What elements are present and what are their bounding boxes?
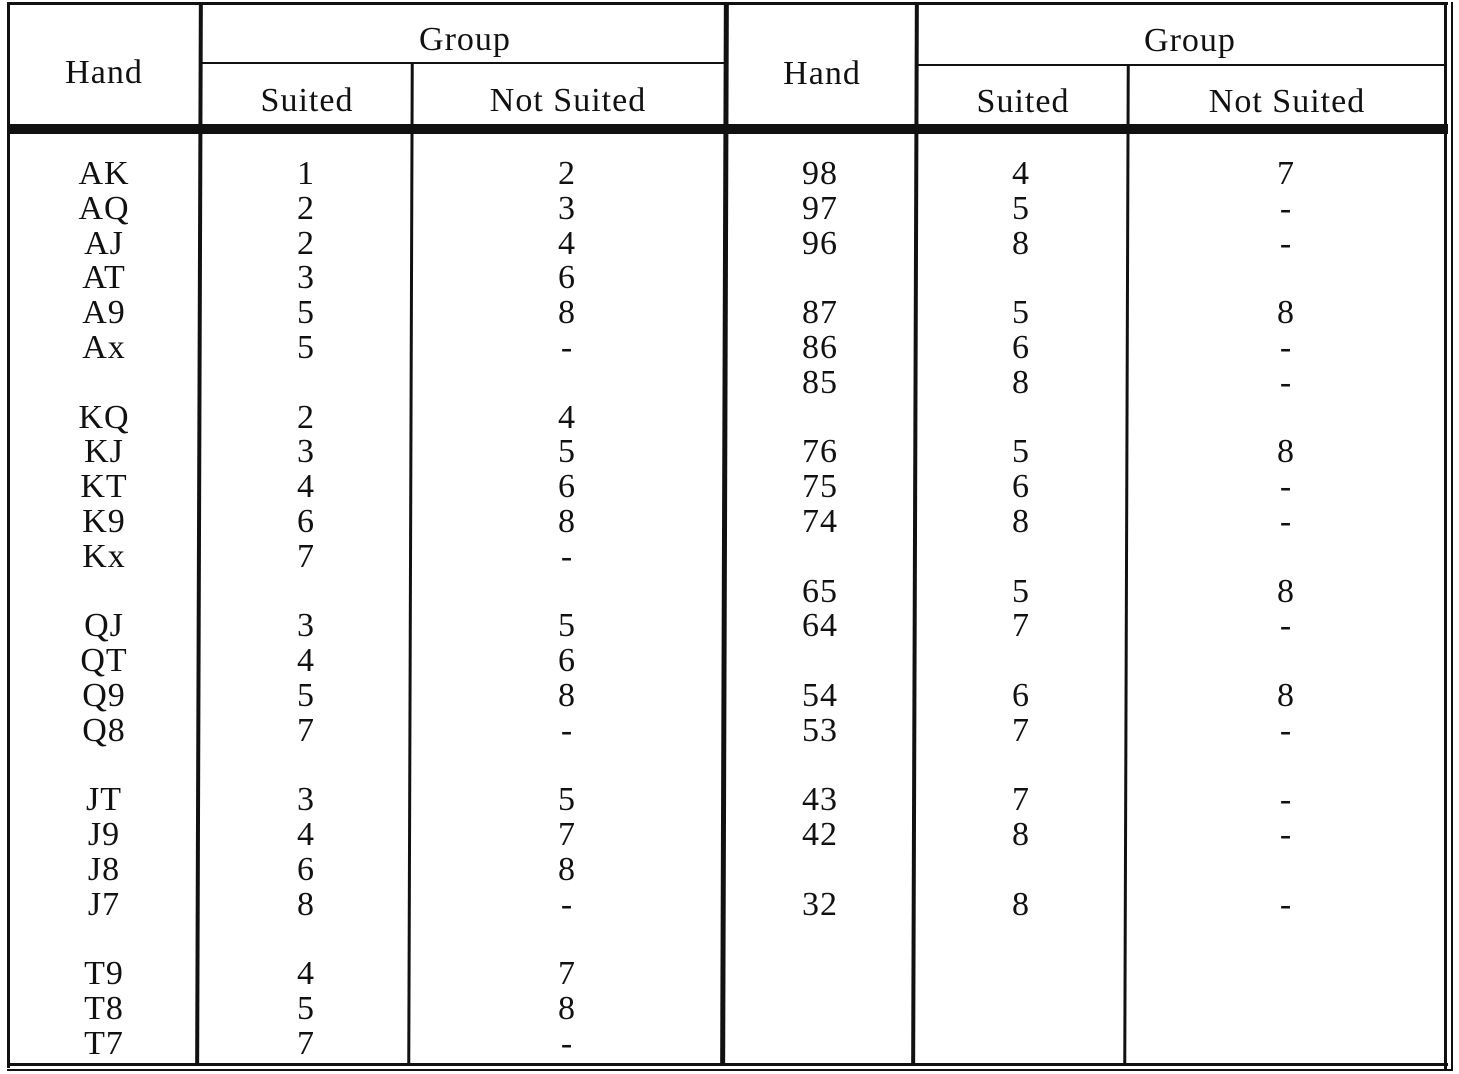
table-cell-suited: 7 (297, 537, 315, 575)
table-cell-suited: 8 (1012, 224, 1030, 262)
table-cell-not-suited: - (1279, 816, 1293, 854)
table-cell-not-suited: 4 (558, 224, 576, 262)
table-right-border (1444, 2, 1447, 1070)
table-cell-hand: 87 (802, 294, 838, 332)
table-cell-hand: Ax (82, 329, 126, 366)
hand-header-left: Hand (65, 54, 143, 91)
table-cell-suited: 7 (1012, 711, 1030, 749)
table-cell-not-suited: 8 (558, 677, 576, 714)
table-cell-not-suited: - (560, 1025, 574, 1062)
table-cell-suited: 4 (1012, 155, 1030, 192)
table-cell-not-suited: - (1279, 189, 1293, 227)
table-cell-suited: 2 (297, 189, 315, 227)
table-cell-hand: 96 (802, 224, 838, 262)
table-cell-not-suited: 8 (1277, 677, 1295, 714)
table-cell-suited: 4 (297, 955, 315, 993)
table-bottom-border (7, 1063, 1448, 1066)
table-cell-hand: AJ (84, 224, 124, 262)
table-cell-hand: T9 (84, 955, 124, 993)
divider-hand-suited-left (195, 2, 203, 1066)
table-cell-hand: AK (78, 155, 130, 192)
table-cell-hand: KQ (78, 398, 130, 436)
group-header-right: Group (1144, 22, 1236, 59)
table-bottom-border-double (7, 1069, 1453, 1071)
table-cell-hand: 85 (802, 363, 838, 401)
table-cell-suited: 6 (297, 851, 315, 888)
divider-suited-notsuited-left (407, 62, 414, 1066)
table-cell-suited: 1 (297, 155, 315, 192)
table-cell-suited: 6 (297, 503, 315, 540)
table-cell-hand: AT (82, 259, 126, 297)
table-cell-suited: 4 (297, 642, 315, 680)
not-suited-header-left: Not Suited (489, 82, 647, 119)
suited-header-right: Suited (976, 83, 1070, 120)
table-cell-suited: 8 (297, 885, 315, 923)
table-cell-hand: J9 (87, 816, 121, 854)
table-cell-suited: 2 (297, 398, 315, 436)
table-cell-not-suited: - (560, 537, 574, 575)
table-cell-suited: 3 (297, 607, 315, 645)
not-suited-header-right: Not Suited (1208, 83, 1366, 120)
table-cell-not-suited: 6 (558, 642, 576, 680)
table-cell-suited: 3 (297, 259, 315, 297)
table-cell-not-suited: 4 (558, 398, 576, 436)
table-cell-not-suited: - (1279, 607, 1293, 645)
table-cell-not-suited: 5 (558, 781, 576, 819)
table-cell-not-suited: 7 (1277, 155, 1295, 192)
group-left-underline (201, 62, 727, 64)
table-cell-not-suited: 8 (558, 990, 576, 1028)
table-cell-not-suited: 7 (558, 955, 576, 993)
group-right-underline (918, 64, 1446, 66)
table-cell-hand: J7 (87, 885, 121, 923)
table-cell-not-suited: - (1279, 224, 1293, 262)
table-cell-hand: KJ (84, 433, 124, 471)
table-cell-suited: 6 (1012, 677, 1030, 714)
hand-header-right: Hand (783, 55, 861, 92)
table-cell-hand: 98 (802, 155, 838, 192)
table-cell-hand: T7 (84, 1025, 124, 1062)
table-cell-suited: 3 (297, 781, 315, 819)
table-cell-hand: 97 (802, 189, 838, 227)
table-cell-suited: 8 (1012, 503, 1030, 540)
divider-center (720, 2, 729, 1066)
table-cell-suited: 5 (1012, 189, 1030, 227)
table-cell-not-suited: - (1279, 711, 1293, 749)
table-cell-hand: QT (80, 642, 128, 680)
table-cell-not-suited: 2 (558, 155, 576, 192)
table-cell-not-suited: 8 (1277, 433, 1295, 471)
table-right-border-double (1451, 2, 1453, 1070)
table-cell-not-suited: 8 (558, 503, 576, 540)
table-cell-hand: AQ (78, 189, 130, 227)
table-cell-not-suited: - (1279, 781, 1293, 819)
table-cell-suited: 7 (297, 711, 315, 749)
table-cell-suited: 7 (297, 1025, 315, 1062)
table-cell-suited: 6 (1012, 468, 1030, 506)
table-cell-not-suited: - (560, 885, 574, 923)
table-cell-suited: 5 (297, 677, 315, 714)
divider-hand-suited-right (911, 2, 919, 1066)
table-cell-suited: 8 (1012, 363, 1030, 401)
table-cell-not-suited: 5 (558, 433, 576, 471)
table-cell-not-suited: 7 (558, 816, 576, 854)
table-cell-not-suited: - (1279, 329, 1293, 366)
table-cell-hand: A9 (82, 294, 126, 332)
table-cell-hand: J8 (87, 851, 121, 888)
table-cell-not-suited: - (1279, 468, 1293, 506)
table-cell-not-suited: - (1279, 503, 1293, 540)
table-cell-hand: 54 (802, 677, 838, 714)
table-cell-suited: 5 (1012, 572, 1030, 610)
table-cell-hand: 42 (802, 816, 838, 854)
table-cell-not-suited: 6 (558, 468, 576, 506)
table-cell-suited: 3 (297, 433, 315, 471)
table-cell-suited: 6 (1012, 329, 1030, 366)
table-left-border (7, 2, 10, 1068)
table-cell-not-suited: 8 (558, 294, 576, 332)
table-cell-hand: Kx (82, 537, 126, 575)
table-cell-hand: 65 (802, 572, 838, 610)
table-cell-hand: K9 (82, 503, 126, 540)
table-cell-hand: 64 (802, 607, 838, 645)
table-cell-suited: 5 (297, 294, 315, 332)
table-cell-not-suited: 8 (558, 851, 576, 888)
table-cell-hand: 43 (802, 781, 838, 819)
table-cell-hand: 53 (802, 711, 838, 749)
table-cell-suited: 5 (297, 990, 315, 1028)
table-cell-not-suited: 5 (558, 607, 576, 645)
table-cell-hand: 75 (802, 468, 838, 506)
table-cell-suited: 8 (1012, 885, 1030, 923)
table-cell-hand: QJ (84, 607, 124, 645)
table-cell-not-suited: - (560, 329, 574, 366)
table-cell-suited: 5 (1012, 294, 1030, 332)
table-cell-not-suited: 8 (1277, 572, 1295, 610)
divider-suited-notsuited-right (1123, 64, 1129, 1066)
table-cell-not-suited: 6 (558, 259, 576, 297)
table-cell-hand: 32 (802, 885, 838, 923)
table-cell-suited: 5 (297, 329, 315, 366)
table-cell-not-suited: - (560, 711, 574, 749)
table-cell-hand: 74 (802, 503, 838, 540)
table-cell-hand: Q9 (82, 677, 126, 714)
table-cell-not-suited: - (1279, 363, 1293, 401)
table-cell-not-suited: 3 (558, 189, 576, 227)
table-cell-suited: 4 (297, 816, 315, 854)
table-cell-hand: Q8 (82, 711, 126, 749)
table-cell-suited: 7 (1012, 607, 1030, 645)
table-cell-hand: 76 (802, 433, 838, 471)
suited-header-left: Suited (260, 82, 354, 119)
table-cell-suited: 8 (1012, 816, 1030, 854)
table-cell-hand: KT (80, 468, 128, 506)
table-cell-suited: 7 (1012, 781, 1030, 819)
group-header-left: Group (419, 21, 511, 58)
table-cell-hand: 86 (802, 329, 838, 366)
table-cell-suited: 4 (297, 468, 315, 506)
table-cell-hand: T8 (84, 990, 124, 1028)
table-cell-not-suited: - (1279, 885, 1293, 923)
table-cell-hand: JT (86, 781, 122, 819)
table-cell-suited: 2 (297, 224, 315, 262)
table-cell-not-suited: 8 (1277, 294, 1295, 332)
table-cell-suited: 5 (1012, 433, 1030, 471)
